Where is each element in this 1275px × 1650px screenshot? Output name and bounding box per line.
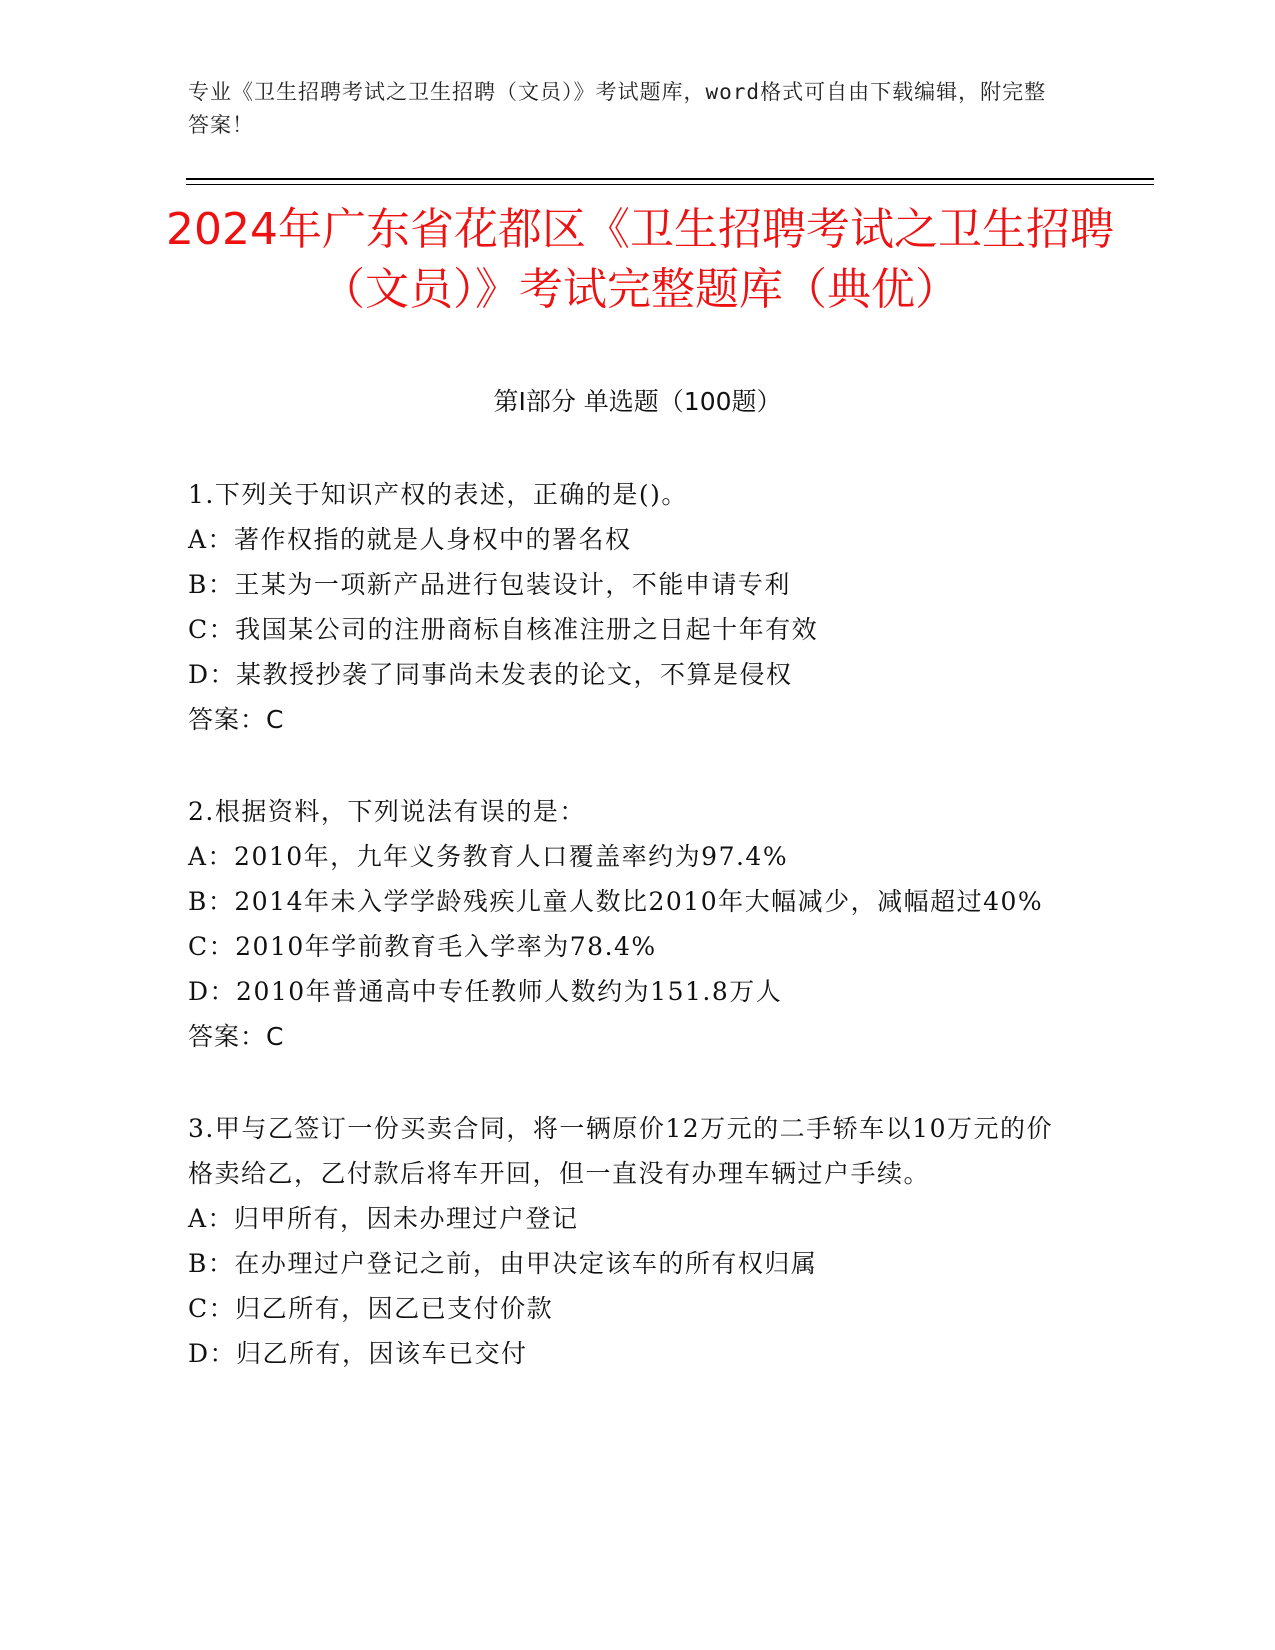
option-c: C：2010年学前教育毛入学率为78.4%	[188, 932, 657, 961]
question-stem: 1.下列关于知识产权的表述，正确的是()。	[188, 480, 688, 509]
question-stem: 2.根据资料，下列说法有误的是：	[188, 797, 586, 826]
question-stem: 3.甲与乙签订一份买卖合同，将一辆原价12万元的二手轿车以10万元的价格卖给乙，乙付款后将车开回，但一直没有办理车辆过户手续。	[188, 1114, 1053, 1188]
option-a: A：归甲所有，因未办理过户登记	[188, 1204, 579, 1233]
answer-text: 答案：C	[188, 1022, 285, 1051]
option-a: A：著作权指的就是人身权中的署名权	[188, 525, 632, 554]
option-b: B：2014年未入学学龄残疾儿童人数比2010年大幅减少，减幅超过40%	[188, 887, 1044, 916]
question-2	[188, 789, 1068, 1059]
option-c: C：归乙所有，因乙已支付价款	[188, 1294, 554, 1323]
option-a: A：2010年，九年义务教育人口覆盖率约为97.4%	[188, 842, 789, 871]
document-title: 2024年广东省花都区《卫生招聘考试之卫生招聘（文员）》考试完整题库（典优）	[166, 204, 1114, 315]
section-heading: 第I部分 单选题（100题）	[493, 387, 782, 416]
option-b: B：王某为一项新产品进行包装设计，不能申请专利	[188, 570, 791, 599]
option-d: D：2010年普通高中专任教师人数约为151.8万人	[188, 977, 783, 1006]
option-c: C：我国某公司的注册商标自核准注册之日起十年有效	[188, 615, 819, 644]
question-1	[188, 472, 1068, 742]
question-3	[188, 1106, 1068, 1376]
answer-text: 答案：C	[188, 705, 285, 734]
header-note: 专业《卫生招聘考试之卫生招聘（文员）》考试题库，word格式可自由下载编辑，附完整答案！	[188, 80, 1047, 137]
option-d: D：某教授抄袭了同事尚未发表的论文，不算是侵权	[188, 660, 793, 689]
header-rule-thin	[186, 184, 1154, 185]
option-b: B：在办理过户登记之前，由甲决定该车的所有权归属	[188, 1249, 818, 1278]
header-rule-thick	[186, 178, 1154, 180]
option-d: D：归乙所有，因该车已交付	[188, 1339, 528, 1368]
question-list	[188, 472, 1068, 1423]
